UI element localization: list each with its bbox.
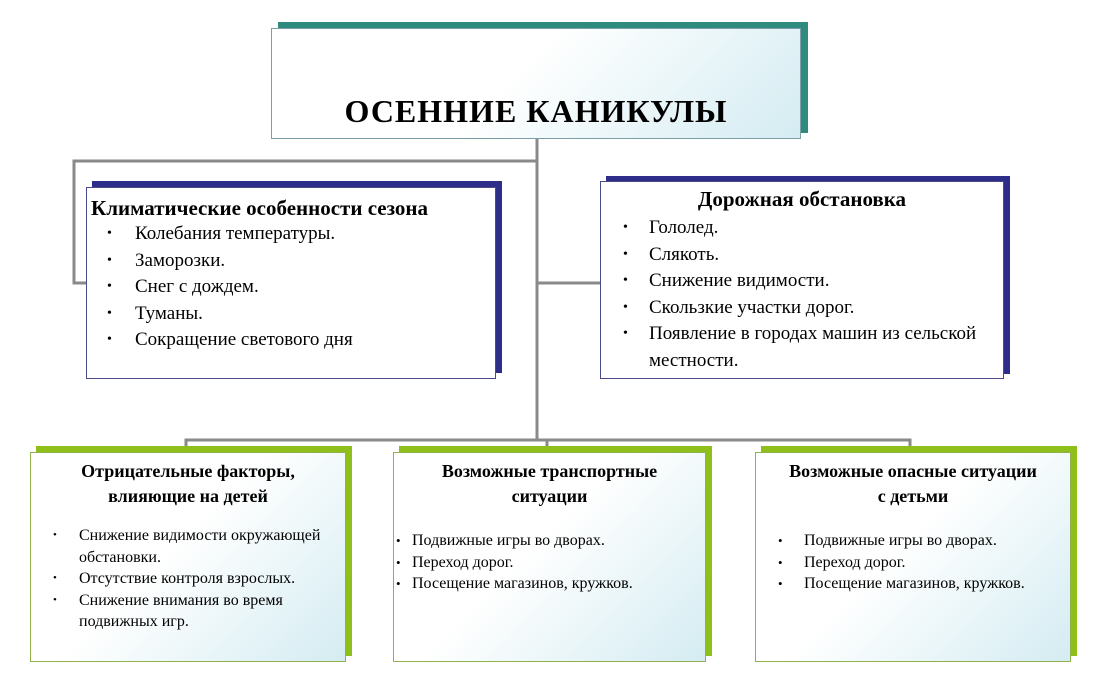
bullet-icon: • [778,533,783,548]
list-item-text: Заморозки. [135,249,226,271]
bullet-icon: • [623,246,628,262]
negative-heading [31,459,345,509]
list-item-text: Гололед. [649,217,719,238]
road-list [623,215,983,374]
bullet-icon: • [778,576,783,591]
diagram-title: ОСЕННИЕ КАНИКУЛЫ [344,93,728,129]
heading-line: с детьми [877,486,949,506]
heading-line: Отрицательные факторы, [81,461,295,481]
bullet-icon: • [53,572,57,584]
list-item [53,590,343,633]
list-item-text: Снижение внимания во время подвижных игр. [79,591,283,630]
list-item [394,530,699,552]
bullet-icon: • [107,305,112,321]
bullet-icon: • [396,576,401,591]
list-item [623,215,983,242]
bullet-icon: • [107,279,112,294]
list-item-text: Туманы. [135,302,203,324]
list-item [53,525,343,568]
list-item-text: Переход дорог. [804,553,906,571]
list-item-text: Скользкие участки дорог. [649,296,855,318]
list-item-text: Посещение магазинов, кружков. [804,575,1025,592]
bullet-icon: • [396,554,401,570]
bullet-icon: • [107,226,112,241]
list-item-text: Слякоть. [649,243,720,265]
list-item [778,530,1068,552]
climate-box [86,187,496,379]
list-item-text: Появление в городах машин из сельской местности. [649,323,977,371]
list-item [107,274,353,301]
list-item [394,552,699,574]
heading-line: Возможные опасные ситуации [789,461,1037,481]
dangerous-situations-box [755,452,1071,662]
list-item [107,221,353,248]
list-item [107,327,353,354]
list-item [107,248,353,275]
road-heading: Дорожная обстановка [697,187,907,211]
list-item [53,568,343,590]
transport-list [394,530,699,595]
list-item-text: Снег с дождем. [135,276,259,297]
list-item-text: Сокращение светового дня [135,329,353,350]
bullet-icon: • [623,299,628,315]
transport-heading [394,459,705,509]
list-item [107,301,353,328]
bullet-icon: • [107,252,112,268]
transport-situations-box [393,452,706,662]
bullet-icon: • [107,332,112,347]
list-item [623,295,983,322]
list-item-text: Посещение магазинов, кружков. [412,575,633,592]
list-item-text: Снижение видимости. [649,270,830,291]
list-item [623,268,983,295]
heading-line: влияющие на детей [108,486,268,506]
bullet-icon: • [53,593,57,606]
list-item-text: Колебания температуры. [135,223,336,244]
danger-list [778,530,1068,595]
list-item-text: Снижение видимости окружающей обстановки. [79,527,321,566]
bullet-icon: • [623,273,628,288]
list-item-text: Переход дорог. [412,553,514,571]
list-item-text: Подвижные игры во дворах. [412,532,605,549]
negative-list [53,525,343,633]
climate-list [107,221,353,354]
list-item-text: Отсутствие контроля взрослых. [79,570,296,587]
bullet-icon: • [623,220,628,235]
list-item [778,573,1068,595]
title-box [271,28,801,139]
climate-heading: Климатические особенности сезона [91,196,429,220]
list-item [394,573,699,595]
list-item [623,321,983,374]
heading-line: ситуации [511,486,588,506]
list-item [623,242,983,269]
road-box [600,181,1004,379]
list-item-text: Подвижные игры во дворах. [804,532,997,549]
bullet-icon: • [53,529,57,541]
danger-heading [756,459,1070,509]
heading-line: Возможные транспортные [441,461,658,481]
bullet-icon: • [778,554,783,570]
negative-factors-box [30,452,346,662]
bullet-icon: • [396,533,401,548]
list-item [778,552,1068,574]
bullet-icon: • [623,326,628,341]
